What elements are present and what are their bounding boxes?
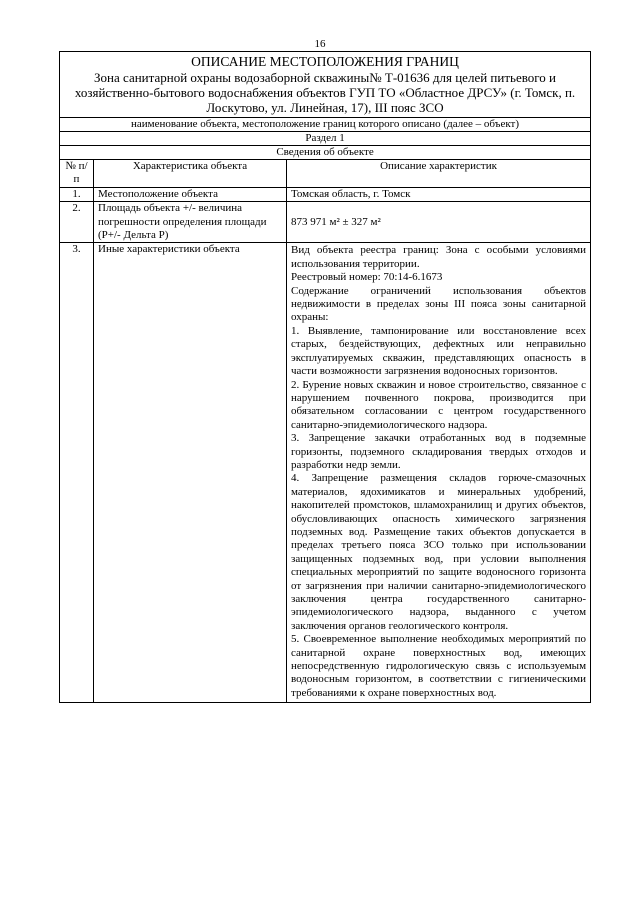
object-name: Зона санитарной охраны водозаборной скважины№ Т-01636 для целей питьевого и хозяйственно-бытового водоснабжения объектов ГУП ТО «Областное ДРСУ» (г. Томск, п. Лоскутово, ул. Линейная, 17), III пояс ЗСО — [74, 70, 576, 115]
object-caption: наименование объекта, местоположение границ которого описано (далее – объект) — [60, 118, 591, 132]
row-characteristic: Площадь объекта +/- величина погрешности определения площади (Р+/- Дельта Р) — [94, 202, 287, 243]
description-paragraph: Содержание ограничений использования объектов недвижимости в пределах зоны III пояса зоны санитарной охраны: — [291, 284, 587, 324]
column-header-num: № п/п — [60, 160, 94, 188]
row-number: 3. — [60, 243, 94, 703]
page-number: 16 — [314, 38, 326, 50]
boundary-description-table — [59, 51, 591, 703]
row-description-other — [287, 243, 591, 703]
row-description: 873 971 м² ± 327 м² — [287, 202, 591, 243]
row-number: 2. — [60, 202, 94, 243]
description-paragraph: 3. Запрещение закачки отработанных вод в подземные горизонты, подземного складирования твердых отходов и разработки недр земли. — [291, 432, 587, 471]
table-row — [60, 243, 591, 703]
row-number: 1. — [60, 187, 94, 201]
section-name: Раздел 1 — [60, 132, 591, 146]
description-paragraph: 4. Запрещение размещения складов горюче-смазочных материалов, ядохимикатов и минеральных удобрений, накопителей промстоков, шламохранилищ и других объектов, обусловливающих опасность химического загрязнения подземных вод. Размещение таких объектов допускается в пределах третьего пояса ЗСО только при использовании защищенных подземных вод, при условии выполнения специальных мероприятий по защите водоносного горизонта от загрязнения при наличии санитарно-эпидемиологического заключения центра государственного санитарно-эпидемиологического надзора, выданного с учетом заключения органов геологического контроля. — [291, 472, 587, 632]
description-paragraph: 5. Своевременное выполнение необходимых мероприятий по санитарной охране поверхностных вод, имеющих непосредственную гидрологическую связь с используемым водоносным горизонтом, в соответствии с гигиеническими требованиями к охране поверхностных вод. — [291, 633, 587, 699]
description-paragraph: Вид объекта реестра границ: Зона с особыми условиями использования территории. — [291, 244, 587, 270]
row-characteristic: Местоположение объекта — [94, 187, 287, 201]
document-title: ОПИСАНИЕ МЕСТОПОЛОЖЕНИЯ ГРАНИЦ — [191, 54, 459, 69]
description-paragraph: 1. Выявление, тампонирование или восстановление всех старых, бездействующих, дефектных или неправильно эксплуатируемых скважин, представляющих опасность в части возможности загрязнения водоносных горизонтов. — [291, 324, 587, 378]
section-subtitle: Сведения об объекте — [60, 146, 591, 160]
row-description: Томская область, г. Томск — [287, 187, 591, 201]
column-header-characteristic: Характеристика объекта — [94, 160, 287, 188]
description-paragraph: 2. Бурение новых скважин и новое строительство, связанное с нарушением почвенного покрова, производится при обязательном согласовании с центром государственного санитарно-эпидемиологического надзора. — [291, 378, 587, 431]
description-paragraph: Реестровый номер: 70:14-6.1673 — [291, 271, 443, 284]
column-header-description: Описание характеристик — [287, 160, 591, 188]
table-row — [60, 202, 591, 243]
row-characteristic: Иные характеристики объекта — [94, 243, 287, 703]
document-title-cell — [60, 52, 591, 118]
table-row — [60, 187, 591, 201]
